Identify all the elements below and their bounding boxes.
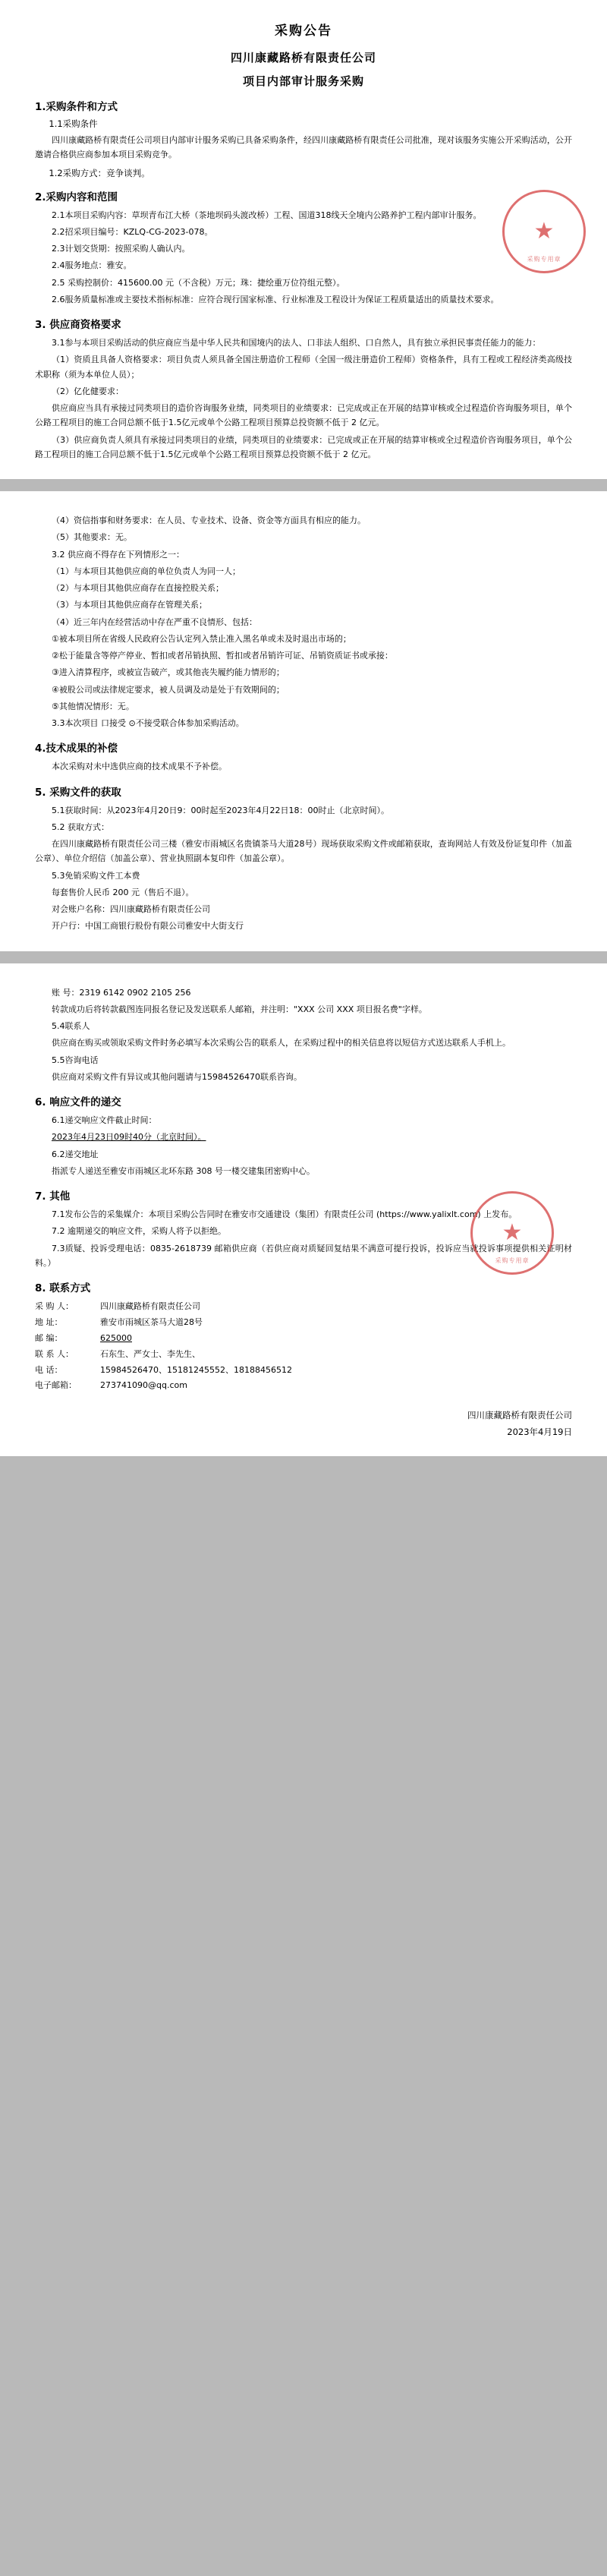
- contact-label: 电 话：: [35, 1364, 63, 1375]
- bank-account-number: 账 号：2319 6142 0902 2105 256: [52, 987, 191, 998]
- section-3-2-5: （5）其他要求：无。: [52, 532, 132, 543]
- section-8-heading: 8. 联系方式: [35, 1282, 91, 1294]
- section-5-4-text: 供应商在购买或领取采购文件时务必填写本次采购公告的联系人，在采购过程中的相关信息将以短信方式送达联系人手机上。: [52, 1038, 511, 1048]
- section-5-4: 5.4联系人: [52, 1021, 90, 1031]
- section-2-3: 2.3计划交货期：按照采购人确认内。: [52, 244, 190, 254]
- sheet-2: [0, 491, 607, 951]
- section-3-heading: 3. 供应商资格要求: [35, 319, 121, 331]
- page-gap-2: [0, 951, 607, 963]
- page-title: 采购公告: [275, 24, 332, 39]
- company-name: 四川康藏路桥有限责任公司: [230, 51, 376, 65]
- contact-value: 四川康藏路桥有限责任公司: [100, 1301, 200, 1311]
- contact-label: 采 购 人：: [35, 1301, 74, 1311]
- section-5-5-text: 供应商对采购文件有异议或其他问题请与15984526470联系咨询。: [52, 1071, 302, 1082]
- section-5-5: 5.5咨询电话: [52, 1055, 99, 1065]
- section-3-2-c: （3）与本项目其他供应商存在管理关系；: [52, 600, 207, 610]
- section-1-1-text: 四川康藏路桥有限责任公司项目内部审计服务采购已具备采购条件，经四川康藏路桥有限责任公司批准，现对该服务实施公开采购活动，公开邀请合格供应商参加本项目采购竞争。: [35, 135, 572, 160]
- contact-value: 石东生、严女士、李先生、: [100, 1348, 200, 1359]
- contact-value: 雅安市雨城区茶马大道28号: [100, 1316, 203, 1327]
- signature-block: [35, 1408, 572, 1441]
- section-6-heading: 6. 响应文件的递交: [35, 1096, 121, 1108]
- contact-label: 联 系 人：: [35, 1348, 74, 1359]
- section-7-1: 7.1发布公告的采集媒介：本项目采购公告同时在雅安市交通建设（集团）有限责任公司 (https://www.yalixlt.com) 上发布。: [52, 1209, 517, 1219]
- contact-label: 电子邮箱：: [35, 1380, 77, 1391]
- section-2-heading: 2.采购内容和范围: [35, 191, 118, 203]
- section-1-2-label: 1.2采购方式：竞争谈判。: [49, 167, 150, 178]
- contact-row: [35, 1363, 572, 1379]
- section-5-heading: 5. 采购文件的获取: [35, 786, 121, 799]
- contact-value: 15984526470、15181245552、18188456512: [100, 1364, 292, 1375]
- section-3-2-b: （2）与本项目其他供应商存在直接控股关系；: [52, 583, 224, 593]
- seal-star-2: ★: [502, 1219, 523, 1246]
- contact-value: 625000: [100, 1332, 132, 1343]
- section-1-1-label: 1.1采购条件: [49, 118, 98, 129]
- sheet-3: [0, 963, 607, 1457]
- section-5-2: 5.2 获取方式：: [52, 821, 109, 832]
- contact-row: [35, 1331, 572, 1347]
- section-6-1: 6.1递交响应文件截止时间：: [52, 1115, 157, 1125]
- section-6-2-text: 指派专人递送至雅安市雨城区北环东路 308 号一楼交建集团密购中心。: [52, 1165, 315, 1176]
- section-2-6: 2.6服务质量标准或主要技术指标标准：应符合现行国家标准、行业标准及工程设计为保证工程质量适出的质量技术要求。: [52, 294, 499, 304]
- section-7-2: 7.2 逾期递交的响应文件，采购人将予以拒绝。: [52, 1226, 226, 1237]
- section-3-1: 3.1参与本项目采购活动的供应商应当是中华人民共和国境内的法人、口非法人组织、口自然人，具有独立承担民事责任能力的能力：: [52, 338, 541, 348]
- section-4-text: 本次采购对未中选供应商的技术成果不予补偿。: [52, 761, 227, 772]
- section-6-2: 6.2递交地址: [52, 1149, 99, 1159]
- signature-company: 四川康藏路桥有限责任公司: [467, 1410, 572, 1421]
- project-title: 项目内部审计服务采购: [242, 74, 364, 88]
- section-3-2-d3: ③进入清算程序，或被宣告破产，或其他丧失履约能力情形的；: [52, 667, 285, 678]
- contact-row: [35, 1299, 572, 1315]
- section-3-2-d1: ①被本项目所在省级人民政府公告认定列入禁止准入黑名单或未及时退出市场的；: [52, 633, 351, 644]
- contact-list: [35, 1299, 572, 1394]
- section-2-5: 2.5 采购控制价：415600.00 元（不含税）万元；珠：捷绘重万位符组元整）。: [52, 277, 345, 288]
- section-3-2-d4: ④被股公司或法律规定要求，被人员调及动是处于有效期间的；: [52, 684, 285, 695]
- contact-row: [35, 1378, 572, 1394]
- seal-bottom-text-1: 采购专用章: [527, 256, 561, 263]
- section-3-1-2-text: 供应商应当具有承接过同类项目的造价咨询服务业绩，同类项目的业绩要求：已完成或正在开展的结算审核或全过程造价咨询服务项目，单个公路工程项目的施工合同总额不低于1.5亿元或单个公路工程项目预算总投资额不低于 2 亿元。: [35, 403, 572, 428]
- sheet-1: [0, 0, 607, 479]
- section-3-2-d2: ②松于能量含等停产停业、暂扣或者吊销执照、暂扣或者吊销许可证、吊销资质证书或承接：: [52, 651, 393, 661]
- section-5-2-text: 在四川康藏路桥有限责任公司三楼（雅安市雨城区名贵镇茶马大道28号）现场获取采购文件或邮箱获取，查询网站人有效及份证复印件（加盖公章）、单位介绍信（加盖公章）、营业执照副本复印件（加盖公章）。: [35, 839, 572, 864]
- section-7-heading: 7. 其他: [35, 1190, 71, 1203]
- section-1-heading: 1.采购条件和方式: [35, 101, 118, 113]
- section-3-2-a: （1）与本项目其他供应商的单位负责人为同一人；: [52, 566, 241, 576]
- section-6-1-deadline: 2023年4月23日09时40分（北京时间）。: [52, 1132, 206, 1143]
- seal-star-1: ★: [533, 218, 555, 244]
- section-7-3: 7.3质疑、投诉受理电话：0835-2618739 邮箱供应商（若供应商对质疑回复结果不满意可提行投诉，投诉应当就投诉事项提供相关证明材料。）: [35, 1243, 572, 1268]
- contact-label: 邮 编：: [35, 1332, 63, 1343]
- section-3-3: 3.3本次项目 口接受 ⊙不接受联合体参加采购活动。: [52, 718, 244, 728]
- section-3-2: 3.2 供应商不得存在下列情形之一：: [52, 549, 184, 560]
- section-4-heading: 4.技术成果的补偿: [35, 743, 118, 755]
- contact-row: [35, 1315, 572, 1331]
- section-3-2-d5: ⑤其他情况情形：无。: [52, 701, 134, 711]
- section-5-3-bank: 开户行：中国工商银行股份有限公司雅安中大街支行: [52, 921, 244, 932]
- section-2-4: 2.4服务地点：雅安。: [52, 260, 132, 271]
- signature-date: 2023年4月19日: [507, 1427, 572, 1438]
- section-3-1-2: （2）亿化健要求：: [52, 386, 124, 396]
- section-3-1-1: （1）资质且具备人资格要求：项目负责人须具备全国注册造价工程师（全国一级注册造价工程师）资格条件，具有工程或工程经济类高级技术职称（须为本单位人员）；: [35, 355, 572, 380]
- section-5-1: 5.1获取时间：从2023年4月20日9：00时起至2023年4月22日18：00时止（北京时间）。: [52, 805, 389, 815]
- section-2-1: 2.1本项目采购内容：草坝青布江大桥（茶地坝码头渡改桥）工程、国道318线天全境内公路养护工程内部审计服务。: [52, 210, 482, 220]
- section-2-2: 2.2招采项目编号：KZLQ-CG-2023-078。: [52, 226, 213, 237]
- section-3-1-3-text: （3）供应商负责人须具有承接过同类项目的业绩，同类项目的业绩要求：已完成或正在开展的结算审核或全过程造价咨询服务项目，单个公路工程项目的施工合同总额不低于1.5亿元或单个公路工程项目预算总投资额不低于 2 亿元。: [35, 434, 572, 459]
- contact-row: [35, 1347, 572, 1363]
- section-5-3-account: 对会账户名称：四川康藏路桥有限责任公司: [52, 904, 210, 914]
- contact-value: 273741090@qq.com: [100, 1380, 187, 1391]
- section-3-2-d: （4）近三年内在经营活动中存在严重不良情形、包括：: [52, 616, 257, 627]
- seal-bottom-text-2: 采购专用章: [495, 1256, 530, 1264]
- contact-label: 地 址：: [35, 1316, 63, 1327]
- transfer-note: 转款成功后将转款截图连同报名登记及发送联系人邮箱，并注明："XXX 公司 XXX 项目报名费"字样。: [52, 1004, 427, 1014]
- section-3-2-4: （4）资信指事和财务要求：在人员、专业技术、设备、资金等方面具有相应的能力。: [52, 516, 366, 525]
- section-5-3-fee: 每套售价人民币 200 元（售后不退）。: [52, 887, 194, 897]
- section-5-3: 5.3免销采购文件工本费: [52, 870, 140, 881]
- page-gap-1: [0, 479, 607, 491]
